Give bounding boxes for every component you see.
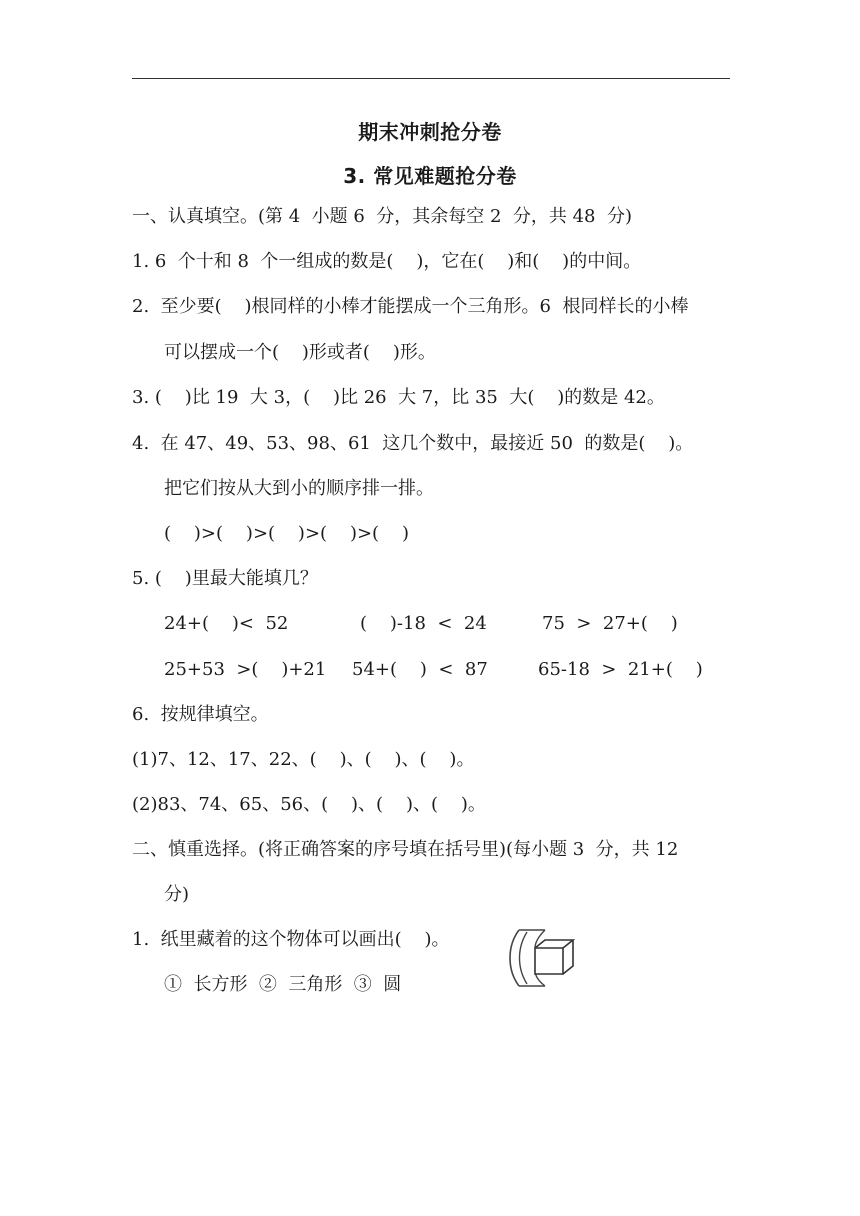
section2-heading-line2: 分)	[164, 884, 190, 905]
question-4-ordering: ( )>( )>( )>( )>( )	[164, 523, 409, 544]
question-6: 6. 按规律填空。	[132, 704, 269, 725]
hidden-object-figure	[505, 926, 577, 990]
question-6-part2: (2)83、74、65、56、( )、( )、( )。	[132, 794, 486, 815]
question-4-line2: 把它们按从大到小的顺序排一排。	[164, 478, 434, 499]
q5-item-4: 25+53 >( )+21	[164, 659, 327, 680]
page-title: 期末冲刺抢分卷	[358, 120, 502, 144]
choice-question-1-options: ① 长方形 ② 三角形 ③ 圆	[164, 974, 402, 995]
header-rule	[132, 78, 730, 79]
q5-item-1: 24+( )< 52	[164, 613, 289, 634]
q5-item-5: 54+( ) < 87	[352, 659, 488, 680]
question-6-part1: (1)7、12、17、22、( )、( )、( )。	[132, 749, 475, 770]
question-3: 3. ( )比 19 大 3，( )比 26 大 7，比 35 大( )的数是 42。	[132, 387, 665, 408]
section1-heading: 一、认真填空。(第 4 小题 6 分，其余每空 2 分，共 48 分)	[132, 206, 632, 227]
q5-item-2: ( )-18 < 24	[360, 613, 487, 634]
question-5: 5. ( )里最大能填几？	[132, 568, 318, 589]
q5-item-3: 75 > 27+( )	[542, 613, 678, 634]
section2-heading-line1: 二、慎重选择。(将正确答案的序号填在括号里)(每小题 3 分，共 12	[132, 839, 679, 860]
choice-question-1: 1. 纸里藏着的这个物体可以画出( )。	[132, 929, 450, 950]
question-2-line1: 2. 至少要( )根同样的小棒才能摆成一个三角形。6 根同样长的小棒	[132, 296, 689, 317]
page-subtitle: 3. 常见难题抢分卷	[343, 164, 517, 188]
question-1: 1. 6 个十和 8 个一组成的数是( )，它在( )和( )的中间。	[132, 251, 642, 272]
question-4-line1: 4. 在 47、49、53、98、61 这几个数中，最接近 50 的数是( )。	[132, 433, 694, 454]
q5-item-6: 65-18 > 21+( )	[538, 659, 703, 680]
question-2-line2: 可以摆成一个( )形或者( )形。	[164, 342, 436, 363]
